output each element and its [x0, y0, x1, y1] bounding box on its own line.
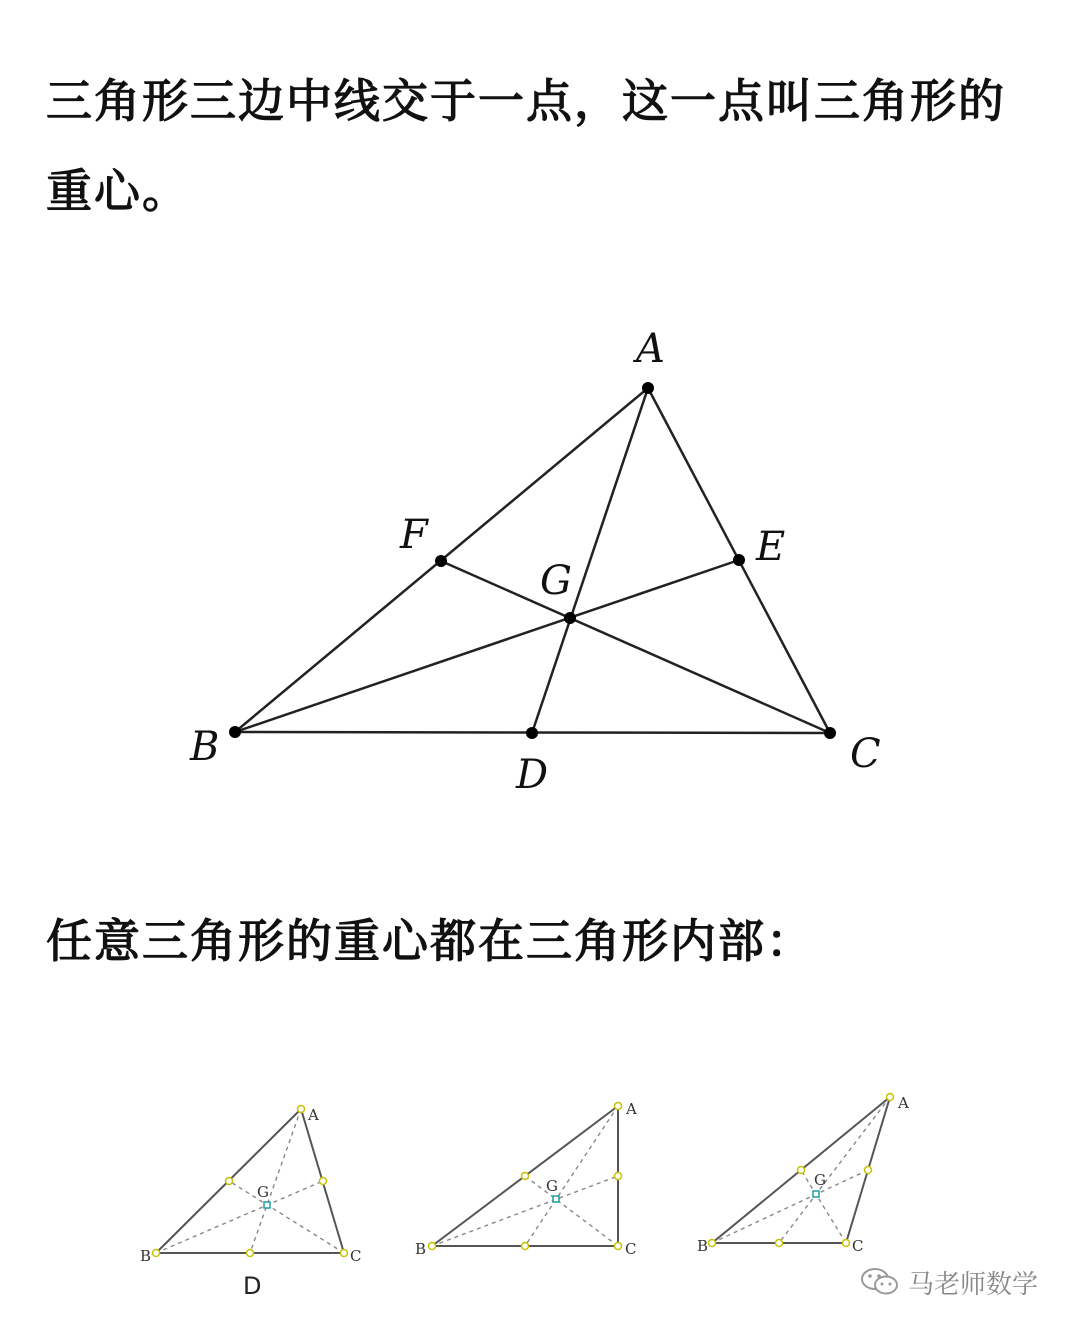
centroid-point	[813, 1191, 819, 1197]
midpoint	[865, 1167, 872, 1174]
midpoint	[776, 1240, 783, 1247]
median	[779, 1097, 890, 1243]
midpoint	[522, 1243, 529, 1250]
vertex-point	[341, 1250, 348, 1257]
vertex-point	[429, 1243, 436, 1250]
small-label-a: A	[898, 1094, 909, 1112]
median	[156, 1181, 323, 1253]
centroid-point	[264, 1202, 270, 1208]
median	[712, 1170, 868, 1243]
vertex-point	[887, 1094, 894, 1101]
median	[250, 1109, 301, 1253]
point-f	[435, 555, 447, 567]
point-d	[526, 727, 538, 739]
vertex-point	[615, 1103, 622, 1110]
vertex-point	[153, 1250, 160, 1257]
small-triangle-1	[140, 1106, 361, 1301]
point-g	[564, 612, 576, 624]
point-c	[824, 727, 836, 739]
small-label-c: C	[625, 1240, 637, 1258]
midpoint	[615, 1173, 622, 1180]
label-f: F	[400, 512, 428, 558]
median	[525, 1176, 618, 1246]
small-label-a: A	[626, 1100, 637, 1118]
watermark-text: 马老师数学	[908, 1269, 1039, 1300]
small-triangle-3	[697, 1094, 909, 1256]
watermark	[860, 1262, 1038, 1302]
small-label-c: C	[852, 1237, 864, 1255]
midpoint	[226, 1178, 233, 1185]
midpoint	[798, 1167, 805, 1174]
label-b: B	[190, 724, 220, 770]
small-label-b: B	[415, 1240, 427, 1258]
median	[525, 1106, 618, 1246]
vertex-point	[843, 1240, 850, 1247]
label-g: G	[540, 558, 572, 604]
median	[432, 1176, 618, 1246]
label-c: C	[850, 731, 881, 777]
small-label-b: B	[697, 1237, 709, 1255]
label-d: D	[516, 752, 549, 798]
small-triangle-2	[415, 1100, 637, 1258]
midpoint	[247, 1250, 254, 1257]
vertex-point	[615, 1243, 622, 1250]
median-be	[235, 560, 739, 732]
label-e: E	[756, 524, 786, 570]
small-label-g: G	[814, 1171, 826, 1189]
midpoint	[522, 1173, 529, 1180]
small-label-b: B	[140, 1247, 152, 1265]
main-triangle-points	[229, 382, 836, 739]
label-a: A	[636, 326, 665, 372]
median-cf	[441, 561, 830, 733]
small-label-g: G	[257, 1183, 269, 1201]
wechat-icon	[860, 1266, 900, 1298]
point-e	[733, 554, 745, 566]
small-label-c: C	[350, 1247, 362, 1265]
intro-text: 三角形三边中线交于一点，这一点叫三角形的重心。	[46, 74, 1006, 218]
midpoint	[320, 1178, 327, 1185]
point-b	[229, 726, 241, 738]
small-label-g: G	[546, 1177, 558, 1195]
second-text: 任意三角形的重心都在三角形内部：	[46, 914, 814, 968]
vertex-point	[298, 1106, 305, 1113]
centroid-point	[553, 1196, 559, 1202]
small-label-d: D	[243, 1272, 262, 1300]
small-label-a: A	[308, 1106, 319, 1124]
point-a	[642, 382, 654, 394]
vertex-point	[709, 1240, 716, 1247]
